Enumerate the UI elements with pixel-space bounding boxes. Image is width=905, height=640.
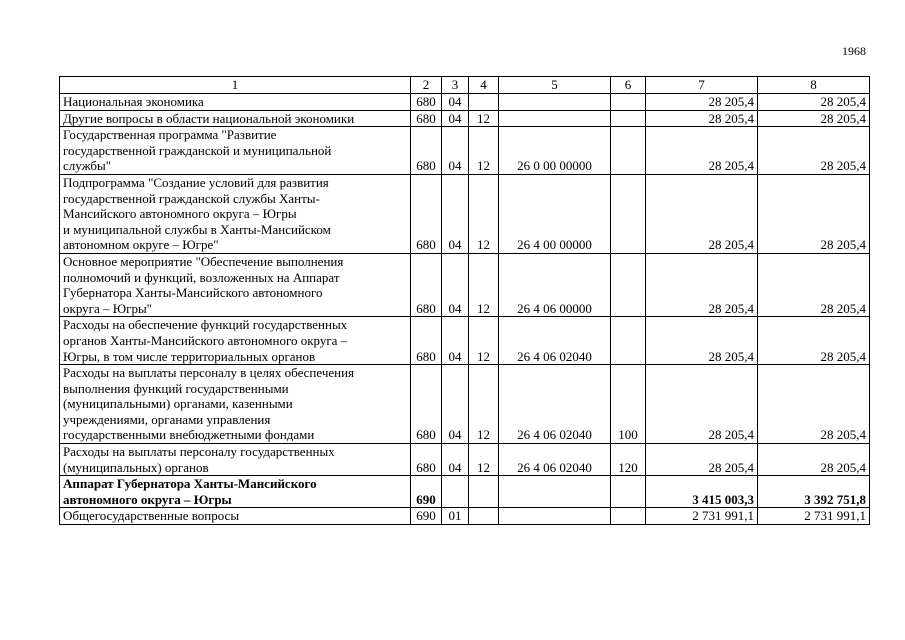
row-code-cell: 680 xyxy=(411,444,442,476)
row-code-cell: 680 xyxy=(411,94,442,111)
row-code-cell: 680 xyxy=(411,317,442,365)
table-row xyxy=(60,317,870,365)
row-section-cell: 04 xyxy=(442,174,469,253)
row-amount-cell: 28 205,4 xyxy=(758,94,870,111)
row-code-cell: 690 xyxy=(411,476,442,508)
row-name-cell: Аппарат Губернатора Ханты-Мансийского автономного округа – Югры xyxy=(60,476,411,508)
row-expense-type-cell xyxy=(611,110,646,127)
row-name-cell: Расходы на обеспечение функций государственных органов Ханты-Мансийского автономного округа – Югры, в том числе территориальных органов xyxy=(60,317,411,365)
row-name-cell: Подпрограмма "Создание условий для развития государственной гражданской службы Ханты- Мансийского автономного округа – Югры и муниципальной службы в Ханты-Мансийском автономном округе – Югре" xyxy=(60,174,411,253)
row-amount-cell: 28 205,4 xyxy=(758,365,870,444)
table-row xyxy=(60,508,870,525)
row-code-cell: 680 xyxy=(411,365,442,444)
row-target-article-cell: 26 4 06 00000 xyxy=(499,253,611,316)
row-section-cell: 04 xyxy=(442,253,469,316)
column-header: 1 xyxy=(60,77,411,94)
row-section-cell: 04 xyxy=(442,94,469,111)
row-target-article-cell: 26 4 06 02040 xyxy=(499,317,611,365)
row-name-cell: Расходы на выплаты персоналу в целях обеспечения выполнения функций государственными (муниципальными) органами, казенными учреждениями, органами управления государственными внебюджетными фондами xyxy=(60,365,411,444)
row-expense-type-cell xyxy=(611,174,646,253)
table-row xyxy=(60,253,870,316)
row-expense-type-cell xyxy=(611,508,646,525)
row-target-article-cell xyxy=(499,476,611,508)
row-expense-type-cell: 100 xyxy=(611,365,646,444)
row-section-cell: 04 xyxy=(442,317,469,365)
column-header: 3 xyxy=(442,77,469,94)
row-name-cell: Государственная программа "Развитие государственной гражданской и муниципальной службы" xyxy=(60,127,411,175)
row-section-cell xyxy=(442,476,469,508)
table-row xyxy=(60,444,870,476)
table-row xyxy=(60,476,870,508)
column-header: 2 xyxy=(411,77,442,94)
row-target-article-cell: 26 4 00 00000 xyxy=(499,174,611,253)
row-amount-cell: 28 205,4 xyxy=(758,444,870,476)
row-expense-type-cell xyxy=(611,476,646,508)
row-amount-cell: 28 205,4 xyxy=(758,127,870,175)
row-amount-cell: 2 731 991,1 xyxy=(758,508,870,525)
row-target-article-cell: 26 4 06 02040 xyxy=(499,365,611,444)
page-number: 1968 xyxy=(842,44,866,58)
row-name-cell: Другие вопросы в области национальной экономики xyxy=(60,110,411,127)
column-header: 5 xyxy=(499,77,611,94)
row-code-cell: 680 xyxy=(411,174,442,253)
row-amount-cell: 28 205,4 xyxy=(646,317,758,365)
row-amount-cell: 28 205,4 xyxy=(646,365,758,444)
row-subsection-cell: 12 xyxy=(469,174,499,253)
row-target-article-cell: 26 0 00 00000 xyxy=(499,127,611,175)
column-header: 6 xyxy=(611,77,646,94)
row-name-cell: Национальная экономика xyxy=(60,94,411,111)
row-subsection-cell: 12 xyxy=(469,253,499,316)
row-target-article-cell xyxy=(499,110,611,127)
column-header: 4 xyxy=(469,77,499,94)
column-header: 7 xyxy=(646,77,758,94)
row-expense-type-cell xyxy=(611,127,646,175)
row-subsection-cell xyxy=(469,476,499,508)
row-expense-type-cell xyxy=(611,253,646,316)
row-amount-cell: 2 731 991,1 xyxy=(646,508,758,525)
row-target-article-cell xyxy=(499,508,611,525)
header-row xyxy=(60,77,870,94)
row-amount-cell: 28 205,4 xyxy=(646,110,758,127)
table-row xyxy=(60,365,870,444)
row-amount-cell: 3 415 003,3 xyxy=(646,476,758,508)
row-amount-cell: 28 205,4 xyxy=(758,253,870,316)
row-expense-type-cell: 120 xyxy=(611,444,646,476)
column-header: 8 xyxy=(758,77,870,94)
row-amount-cell: 28 205,4 xyxy=(646,253,758,316)
row-code-cell: 680 xyxy=(411,253,442,316)
row-section-cell: 04 xyxy=(442,365,469,444)
row-subsection-cell xyxy=(469,508,499,525)
row-subsection-cell: 12 xyxy=(469,444,499,476)
budget-table xyxy=(59,76,870,525)
row-subsection-cell: 12 xyxy=(469,110,499,127)
row-subsection-cell: 12 xyxy=(469,365,499,444)
table-row xyxy=(60,110,870,127)
row-amount-cell: 28 205,4 xyxy=(646,127,758,175)
row-name-cell: Общегосударственные вопросы xyxy=(60,508,411,525)
row-name-cell: Основное мероприятие "Обеспечение выполнения полномочий и функций, возложенных на Аппарат Губернатора Ханты-Мансийского автономного округа – Югры" xyxy=(60,253,411,316)
row-amount-cell: 28 205,4 xyxy=(646,174,758,253)
row-section-cell: 04 xyxy=(442,110,469,127)
row-subsection-cell xyxy=(469,94,499,111)
row-amount-cell: 28 205,4 xyxy=(758,110,870,127)
row-name-cell: Расходы на выплаты персоналу государственных (муниципальных) органов xyxy=(60,444,411,476)
row-code-cell: 680 xyxy=(411,110,442,127)
row-amount-cell: 28 205,4 xyxy=(758,174,870,253)
row-code-cell: 690 xyxy=(411,508,442,525)
row-subsection-cell: 12 xyxy=(469,127,499,175)
row-subsection-cell: 12 xyxy=(469,317,499,365)
row-expense-type-cell xyxy=(611,94,646,111)
row-target-article-cell xyxy=(499,94,611,111)
table-row xyxy=(60,127,870,175)
row-section-cell: 04 xyxy=(442,444,469,476)
table-row xyxy=(60,174,870,253)
row-code-cell: 680 xyxy=(411,127,442,175)
row-section-cell: 04 xyxy=(442,127,469,175)
row-amount-cell: 28 205,4 xyxy=(646,444,758,476)
row-section-cell: 01 xyxy=(442,508,469,525)
row-amount-cell: 28 205,4 xyxy=(646,94,758,111)
row-target-article-cell: 26 4 06 02040 xyxy=(499,444,611,476)
row-expense-type-cell xyxy=(611,317,646,365)
row-amount-cell: 28 205,4 xyxy=(758,317,870,365)
table-row xyxy=(60,94,870,111)
row-amount-cell: 3 392 751,8 xyxy=(758,476,870,508)
